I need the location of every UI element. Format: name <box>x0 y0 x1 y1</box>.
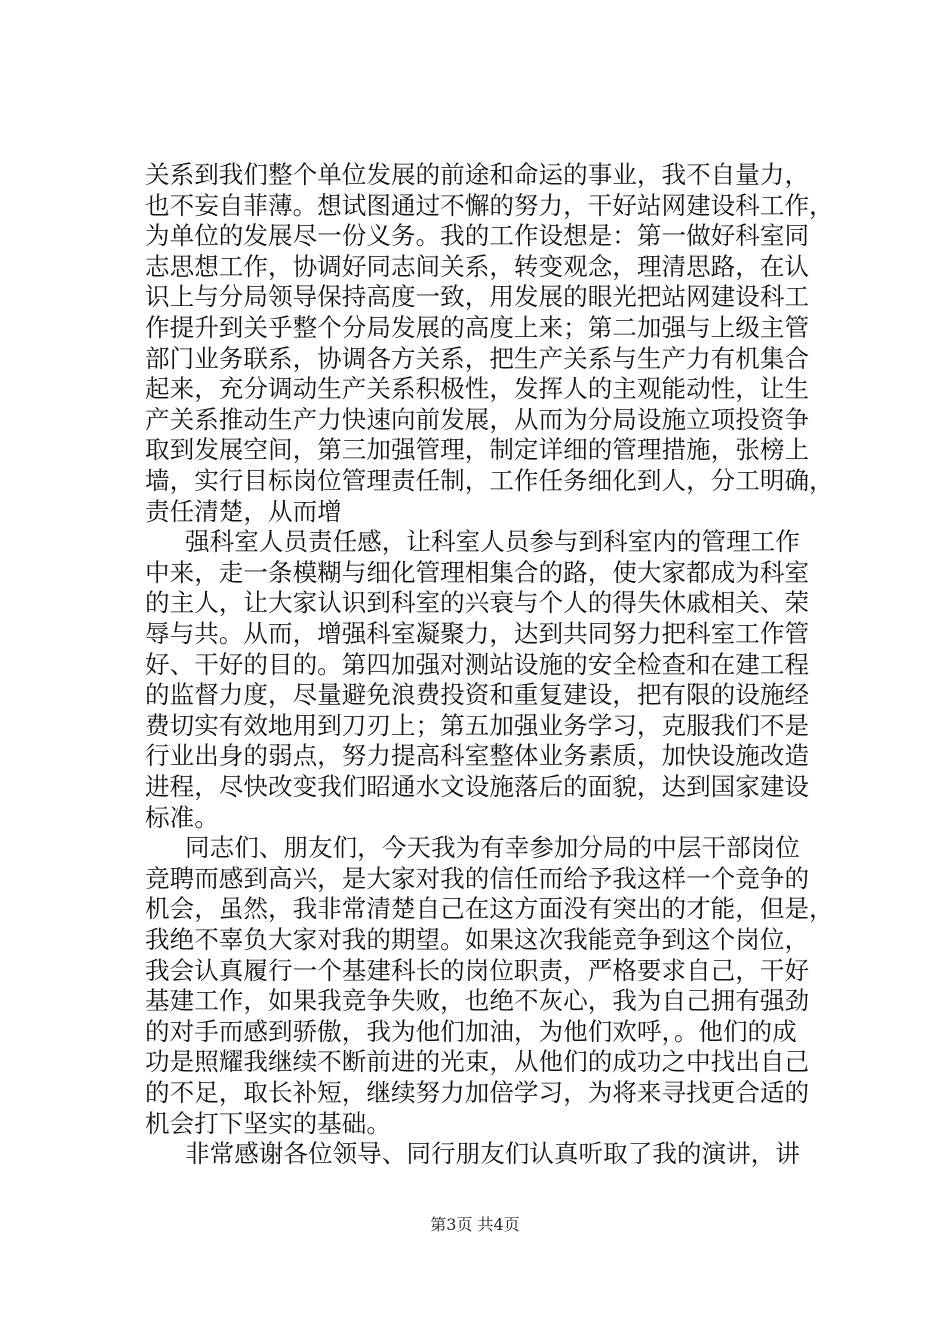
paragraph-first-line: 同志们、朋友们，今天我为有幸参加分局的中层干部岗位 <box>185 833 800 863</box>
text-line: 中来，走一条模糊与细化管理相集合的路，使大家都成为科室 <box>145 557 810 587</box>
text-line: 功是照耀我继续不断前进的光束，从他们的成功之中找出自己 <box>145 1047 810 1077</box>
text-line: 好、干好的目的。第四加强对测站设施的安全检查和在建工程 <box>145 649 810 679</box>
paragraph-first-line: 非常感谢各位领导、同行朋友们认真听取了我的演讲，讲 <box>185 1139 800 1169</box>
text-line: 竞聘而感到高兴，是大家对我的信任而给予我这样一个竞争的 <box>145 863 810 893</box>
text-line: 产关系推动生产力快速向前发展，从而为分局设施立项投资争 <box>145 404 810 434</box>
text-line: 机会打下坚实的基础。 <box>145 1108 391 1138</box>
text-line: 机会，虽然，我非常清楚自己在这方面没有突出的才能，但是， <box>145 894 834 924</box>
text-line: 的对手而感到骄傲，我为他们加油，为他们欢呼，。他们的成 <box>145 1016 797 1046</box>
text-line: 起来，充分调动生产关系积极性，发挥人的主观能动性，让生 <box>145 374 810 404</box>
text-line: 志思想工作，协调好同志间关系，转变观念，理清思路，在认 <box>145 251 810 281</box>
text-line: 的不足，取长补短，继续努力加倍学习，为将来寻找更合适的 <box>145 1078 810 1107</box>
text-line: 取到发展空间，第三加强管理，制定详细的管理措施，张榜上 <box>145 435 810 465</box>
paragraph-first-line: 强科室人员责任感，让科室人员参与到科室内的管理工作 <box>185 527 800 557</box>
text-line: 基建工作，如果我竞争失败，也绝不灰心，我为自己拥有强劲 <box>145 986 810 1016</box>
text-line: 辱与共。从而，增强科室凝聚力，达到共同努力把科室工作管 <box>145 619 810 648</box>
text-line: 行业出身的弱点，努力提高科室整体业务素质，加快设施改造 <box>145 741 810 771</box>
text-line: 标准。 <box>145 802 219 832</box>
text-line: 为单位的发展尽一份义务。我的工作设想是：第一做好科室同 <box>145 221 810 251</box>
text-line: 费切实有效地用到刀刃上；第五加强业务学习，克服我们不是 <box>145 710 810 740</box>
text-line: 的监督力度，尽量避免浪费投资和重复建设，把有限的设施经 <box>145 680 810 710</box>
text-line: 墙，实行目标岗位管理责任制，工作任务细化到人，分工明确， <box>145 466 834 495</box>
page-footer: 第3页 共4页 <box>430 1215 520 1234</box>
text-line: 也不妄自菲薄。想试图通过不懈的努力，干好站网建设科工作， <box>145 190 834 220</box>
text-line: 识上与分局领导保持高度一致，用发展的眼光把站网建设科工 <box>145 282 810 312</box>
text-line: 部门业务联系，协调各方关系，把生产关系与生产力有机集合 <box>145 343 810 373</box>
text-line: 的主人，让大家认识到科室的兴衰与个人的得失休戚相关、荣 <box>145 588 810 618</box>
text-line: 关系到我们整个单位发展的前途和命运的事业，我不自量力， <box>145 160 810 189</box>
text-line: 作提升到关乎整个分局发展的高度上来；第二加强与上级主管 <box>145 313 810 342</box>
text-line: 我会认真履行一个基建科长的岗位职责，严格要求自己，干好 <box>145 955 810 985</box>
text-line: 责任清楚，从而增 <box>145 496 342 526</box>
text-line: 我绝不辜负大家对我的期望。如果这次我能竞争到这个岗位， <box>145 925 810 954</box>
text-line: 进程，尽快改变我们昭通水文设施落后的面貌，达到国家建设 <box>145 772 810 801</box>
